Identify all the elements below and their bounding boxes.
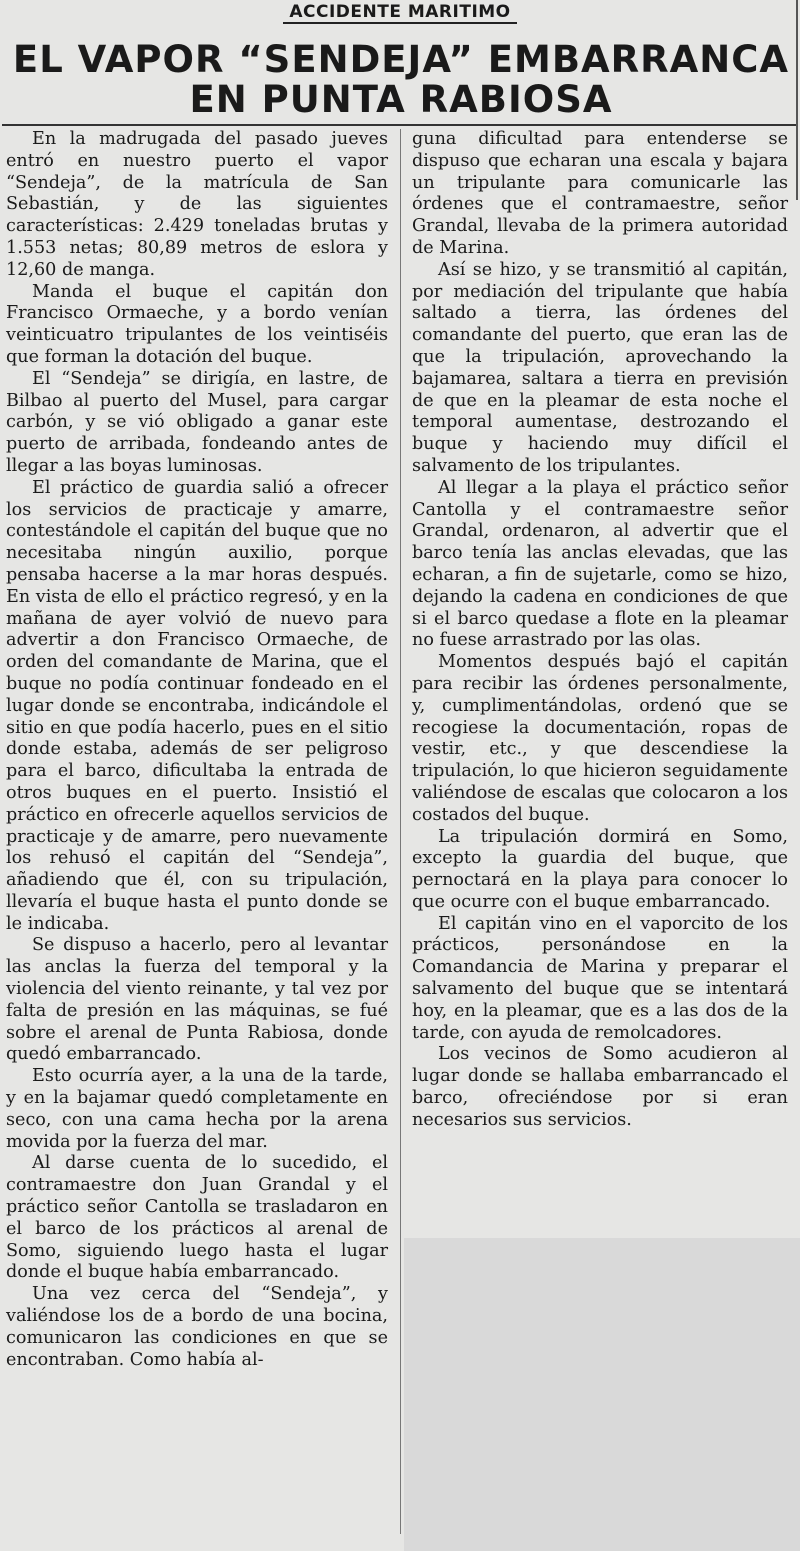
paragraph: Una vez cerca del “Sendeja”, y valiéndose los de a bordo de una bocina, comunicaron las condiciones en que se encontraban. Como había al- [6,1284,388,1370]
section-title [0,2,800,22]
paragraph: El “Sendeja” se dirigía, en lastre, de Bilbao al puerto del Musel, para cargar carbón, y se vió obligado a ganar este puerto de arribada, fondeando antes de llegar a las boyas luminosas. [6,368,388,476]
right-column [412,129,788,1132]
paragraph: En la madrugada del pasado jueves entró en nuestro puerto el vapor “Sendeja”, de la matrícula de San Sebastián, y de las siguientes características: 2.429 toneladas brutas y 1.553 netas; 80,89 metros de eslora y 12,60 de manga. [6,129,388,280]
paragraph: El práctico de guardia salió a ofrecer los servicios de practicaje y amarre, contestándole el capitán del buque que no necesitaba ningún auxilio, porque pensaba hacerse a la mar horas después. En vista de ello el práctico regresó, y en la mañana de ayer volvió de nuevo para advertir a don Francisco Ormaeche, de orden del comandante de Marina, que el buque no podía continuar fondeado en el lugar donde se encontraba, indicándole el sitio en que podía hacerlo, pues en el sitio donde estaba, además de ser peligroso para el barco, dificultaba la entrada de otros buques en el puerto. Insistió el práctico en ofrecerle aquellos servicios de practicaje y de amarre, pero nuevamente los rehusó el capitán del “Sendeja”, añadiendo que él, con su tripulación, llevaría el buque hasta el punto donde se le indicaba. [6,477,388,934]
clipping-edge [796,0,798,200]
paragraph: guna dificultad para entenderse se dispuso que echaran una escala y bajara un tripulante para comunicarle las órdenes que el contramaestre, señor Grandal, llevaba de la primera autoridad de Marina. [412,129,788,258]
paragraph: Los vecinos de Somo acudieron al lugar donde se hallaba embarrancado el barco, ofreciéndose por si eran necesarios sus servicios. [412,1044,788,1130]
headline: EL VAPOR “SENDEJA” EMBARRANCA EN PUNTA RABIOSA [12,38,790,121]
left-column [6,129,388,1371]
paragraph: Momentos después bajó el capitán para recibir las órdenes personalmente, y, cumplimentándolas, ordenó que se recogiese la documentación, ropas de vestir, etc., y que descendiese la tripulación, lo que hicieron seguidamente valiéndose de escalas que colocaron a los costados del buque. [412,652,788,825]
paragraph: Esto ocurría ayer, a la una de la tarde, y en la bajamar quedó completamente en seco, con una cama hecha por la arena movida por la fuerza del mar. [6,1066,388,1152]
paragraph: Así se hizo, y se transmitió al capitán, por mediación del tripulante que había saltado a tierra, las órdenes del comandante del puerto, que eran las de que la tripulación, aprovechando la bajamarea, saltara a tierra en previsión de que en la pleamar de esta noche el temporal aumentase, destrozando el buque y haciendo muy difícil el salvamento de los tripulantes. [412,259,788,476]
blank-area [404,1238,800,1551]
paragraph: La tripulación dormirá en Somo, excepto la guardia del buque, que pernoctará en la playa para conocer lo que ocurre con el buque embarrancado. [412,826,788,912]
section-title-text: ACCIDENTE MARITIMO [283,2,516,24]
paragraph: Se dispuso a hacerlo, pero al levantar las anclas la fuerza del temporal y la violencia del viento reinante, y tal vez por falta de presión en las máquinas, se fué sobre el arenal de Punta Rabiosa, donde quedó embarrancado. [6,935,388,1065]
paragraph: El capitán vino en el vaporcito de los prácticos, personándose en la Comandancia de Marina y preparar el salvamento del buque que se intentará hoy, en la pleamar, que es a las dos de la tarde, con ayuda de remolcadores. [412,913,788,1043]
paragraph: Al llegar a la playa el práctico señor Cantolla y el contramaestre señor Grandal, ordenaron, al advertir que el barco tenía las anclas elevadas, que las echaran, a fin de sujetarle, como se hizo, dejando la cadena en condiciones de que si el barco quedase a flote en la pleamar no fuese arrastrado por las olas. [412,477,788,651]
paragraph: Manda el buque el capitán don Francisco Ormaeche, y a bordo venían veinticuatro tripulantes de los veintiséis que forman la dotación del buque. [6,281,388,367]
paragraph: Al darse cuenta de lo sucedido, el contramaestre don Juan Grandal y el práctico señor Cantolla se trasladaron en el barco de los prácticos al arenal de Somo, siguiendo luego hasta el lugar donde el buque había embarrancado. [6,1153,388,1283]
headline-rule [2,124,798,126]
column-divider [400,129,401,1534]
